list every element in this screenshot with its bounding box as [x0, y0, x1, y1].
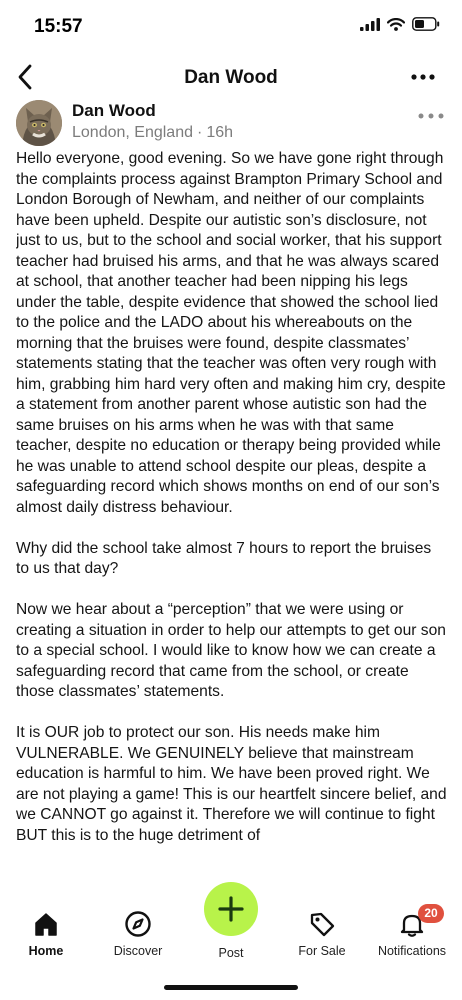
- top-nav-bar: [0, 55, 462, 101]
- tab-label: Discover: [113, 944, 163, 958]
- post-meta: [72, 124, 233, 142]
- post-paragraph: Now we hear about a “perception” that we were using or creating a situation in order to help our attempts to get our son to a special school. I would like to know how we can create a safeguarding record that came from the school, or create those classmates’ statements.: [16, 601, 446, 700]
- battery-icon: [412, 17, 440, 31]
- status-bar: [0, 0, 462, 50]
- wifi-icon: [387, 18, 405, 31]
- post-body: [16, 149, 448, 899]
- status-time: 15:57: [34, 16, 83, 37]
- post-paragraph: It is OUR job to protect our son. His needs make him VULNERABLE. We GENUINELY believe that mainstream education is harmful to him. We have been proved right. We are not playing a game! This is our heartfelt sincere belief, and we CANNOT go against it. Therefore we will continue to fight BUT this is to the huge detriment of: [16, 724, 447, 844]
- more-horizontal-icon: [418, 113, 444, 119]
- page-title: Dan Wood: [184, 67, 278, 88]
- tab-home[interactable]: [0, 908, 92, 958]
- post-time: 16h: [206, 124, 234, 141]
- author-name[interactable]: Dan Wood: [72, 101, 156, 120]
- tab-notifications[interactable]: [366, 908, 458, 958]
- avatar[interactable]: [16, 100, 62, 146]
- home-indicator[interactable]: [164, 985, 298, 990]
- post-button[interactable]: [204, 882, 258, 936]
- post-paragraph: Why did the school take almost 7 hours to report the bruises to us that day?: [16, 539, 432, 577]
- post-button-label: Post: [218, 946, 244, 960]
- notifications-badge: 20: [418, 904, 444, 923]
- tab-label: For Sale: [298, 944, 346, 958]
- more-horizontal-icon: [411, 74, 435, 80]
- compass-icon: [124, 910, 152, 938]
- post-author-header: [16, 98, 446, 150]
- home-icon: [33, 911, 59, 937]
- author-location: London, England: [72, 124, 193, 141]
- plus-icon: [217, 895, 245, 923]
- tab-discover[interactable]: [92, 908, 184, 958]
- nav-more-button[interactable]: [406, 65, 440, 89]
- tab-label: Notifications: [377, 944, 447, 958]
- post-paragraph: Hello everyone, good evening. So we have gone right through the complaints process against Brampton Primary School and London Borough of Newham, and neither of our complaints have been upheld. Despite our autistic son’s disclosure, not just to us, but to the school and social worker, that his support teacher had bruised his arms, and that he was always scared at school, that another teacher had been nipping his legs under the table, despite evidence that showed the school lied to the police and the LADO about his whereabouts on the morning that the bruises were found, despite classmates’ statements stating that the teacher was often very rough with him, grabbing him hard very often and making him cry, despite a statement from another parent whose autistic son had the same bruises on his arms when he was with that same teacher, despite no education or therapy being provided while he was unable to attend school despite our pleas, despite a safeguarding record which shows months on end of our son’s almost daily distress behaviour.: [16, 150, 446, 516]
- meta-separator: ·: [197, 124, 203, 141]
- status-icons: [360, 17, 440, 31]
- tab-label: Home: [28, 944, 64, 958]
- tab-for-sale[interactable]: [276, 908, 368, 958]
- post-options-button[interactable]: [416, 108, 446, 124]
- signal-icon: [360, 18, 380, 31]
- tag-icon: [308, 910, 336, 938]
